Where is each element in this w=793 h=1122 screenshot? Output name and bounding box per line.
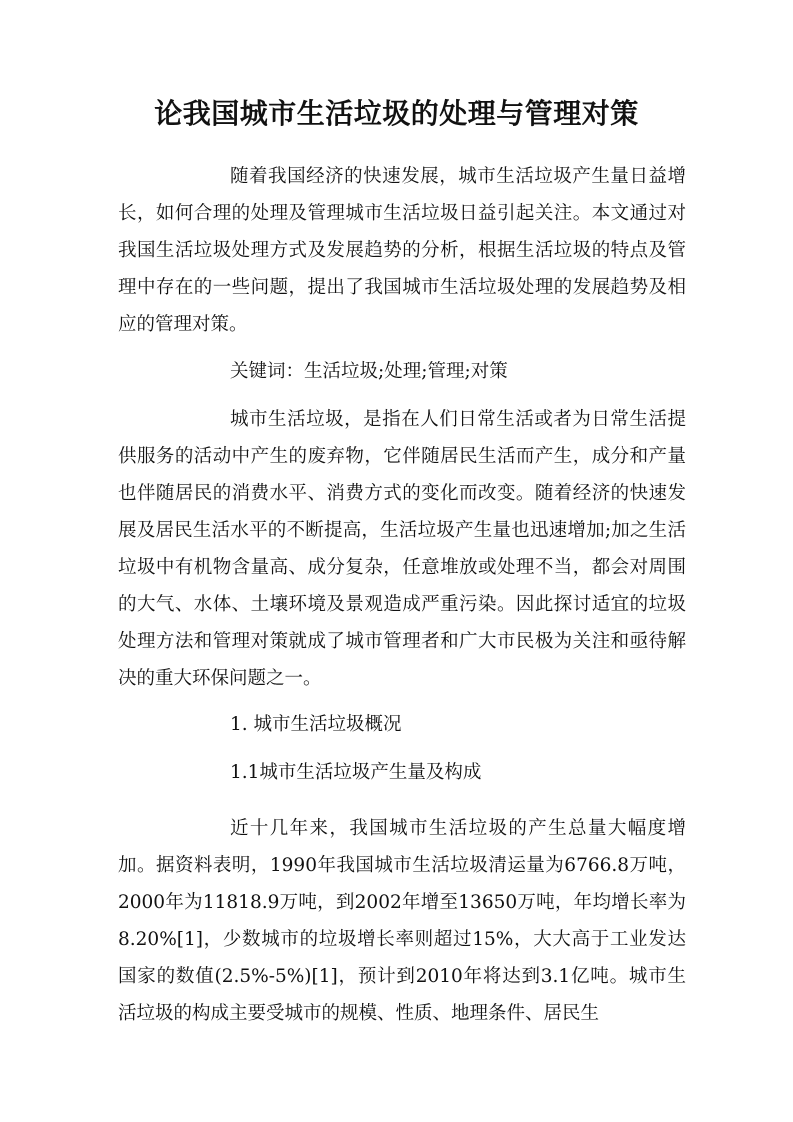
section-1-heading: 1. 城市生活垃圾概况 <box>230 714 402 735</box>
section-1-1-heading: 1.1城市生活垃圾产生量及构成 <box>230 762 482 783</box>
intro-paragraph: 城市生活垃圾，是指在人们日常生活或者为日常生活提供服务的活动中产生的废弃物，它伴随居民生活而产生，成分和产量也伴随居民的消费水平、消费方式的变化而改变。随着经济的快速发展及居民生活水平的不断提高，生活垃圾产生量也迅速增加;加之生活垃圾中有机物含量高、成分复杂，任意堆放或处理不当，都会对周围的大气、水体、土壤环境及景观造成严重污染。因此探讨适宜的垃圾处理方法和管理对策就成了城市管理者和广大市民极为关注和亟待解决的重大环保问题之一。 <box>118 409 686 689</box>
keywords-line: 关键词：生活垃圾;处理;管理;对策 <box>230 361 508 382</box>
abstract-paragraph: 随着我国经济的快速发展，城市生活垃圾产生量日益增长，如何合理的处理及管理城市生活垃圾日益引起关注。本文通过对我国生活垃圾处理方式及发展趋势的分析，根据生活垃圾的特点及管理中存在的一些问题，提出了我国城市生活垃圾处理的发展趋势及相应的管理对策。 <box>118 166 686 335</box>
document-title: 论我国城市生活垃圾的处理与管理对策 <box>154 97 639 130</box>
section-1-1-body: 近十几年来，我国城市生活垃圾的产生总量大幅度增加。据资料表明，1990年我国城市生活垃圾清运量为6766.8万吨，2000年为11818.9万吨，到2002年增至13650万吨，年均增长率为8.20%[1]，少数城市的垃圾增长率则超过15%，大大高于工业发达国家的数值(2.5%-5%)[1]，预计到2010年将达到3.1亿吨。城市生活垃圾的构成主要受城市的规模、性质、地理条件、居民生 <box>118 818 686 1024</box>
